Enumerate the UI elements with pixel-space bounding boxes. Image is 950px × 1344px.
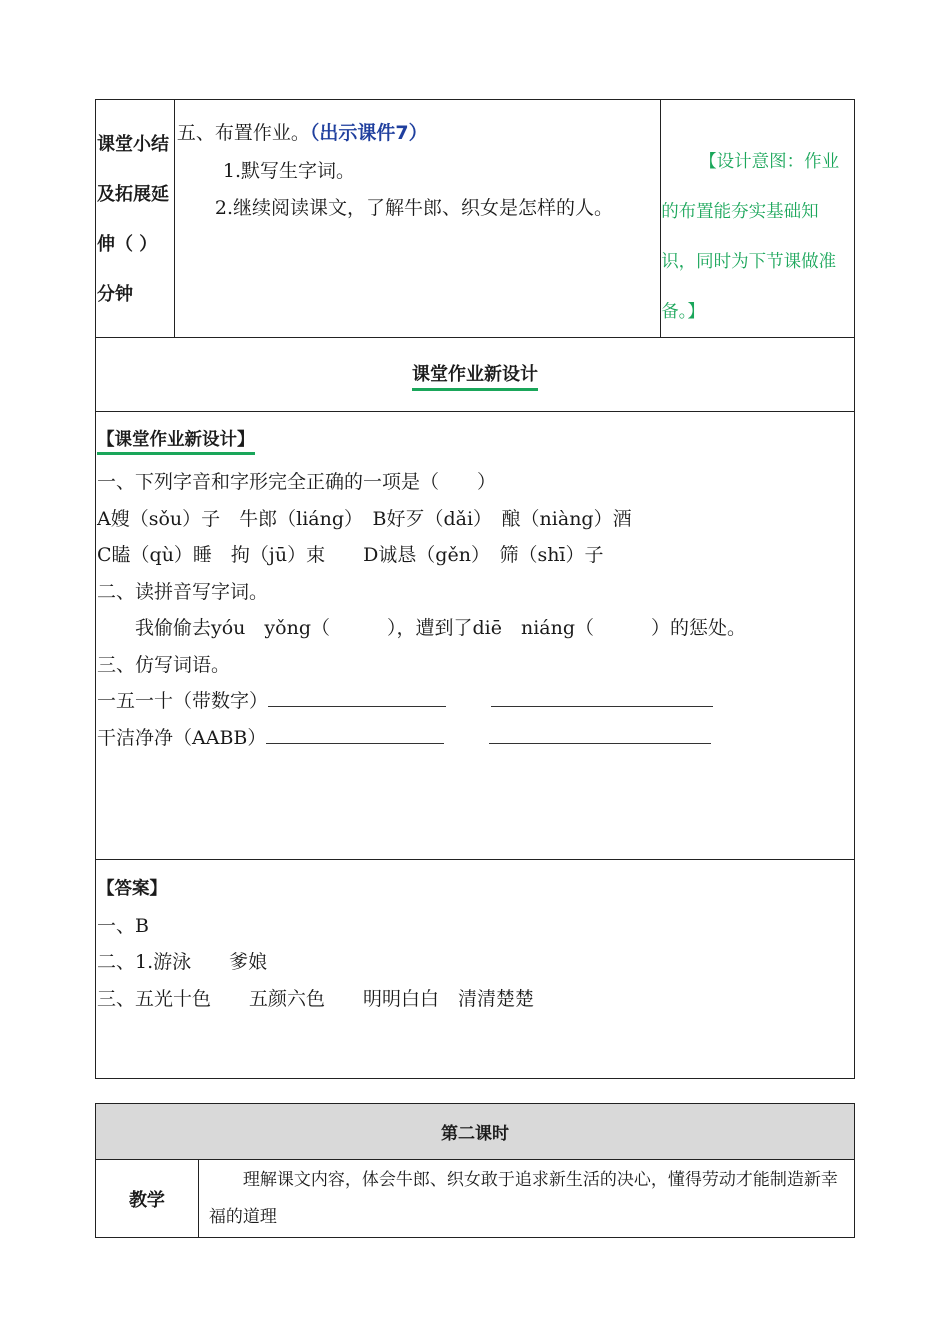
question-2-text: 我偷偷去yóu yǒng（ ），遭到了diē niáng（ ）的惩处。 <box>97 617 747 639</box>
teaching-goal: 理解课文内容，体会牛郎、织女敢于追求新生活的决心，懂得劳动才能制造新幸福的道理 <box>198 1160 854 1238</box>
answer-3: 三、五光十色 五颜六色 明明白白 清清楚楚 <box>97 987 535 1010</box>
stage-label <box>96 100 175 338</box>
answer-1: 一、B <box>97 914 149 937</box>
answer-blank <box>266 723 444 744</box>
question-2: 二、读拼音写字词。 <box>97 580 269 603</box>
teaching-label: 教学 <box>96 1160 199 1238</box>
question-1-options-cd: C瞌（qù）睡 拘（jū）束 D诚恳（gěn） 筛（shī）子 <box>97 544 604 566</box>
courseware-ref: （出示课件7） <box>309 122 428 144</box>
stage-label-line: 分钟 <box>97 284 133 305</box>
question-1: 一、下列字音和字形完全正确的一项是（ ） <box>97 471 497 493</box>
answer-blank <box>489 723 711 744</box>
stage-label-line: 课堂小结 <box>97 134 169 155</box>
answer-blank <box>268 686 446 707</box>
homework-section-title <box>96 338 855 412</box>
lesson-table <box>95 99 855 1079</box>
answer-section <box>96 860 855 1079</box>
answer-tag: 【答案】 <box>97 879 167 899</box>
answer-2: 二、1.游泳 爹娘 <box>97 951 268 973</box>
question-3-b <box>97 720 854 757</box>
question-3: 三、仿写词语。 <box>97 653 231 676</box>
question-1-options-ab: A嫂（sǒu）子 牛郎（liáng） B好歹（dǎi） 酿（niàng）酒 <box>97 507 632 530</box>
question-3-a <box>97 683 854 720</box>
intent-line: 的布置能夯实基础知 <box>661 202 819 222</box>
homework-title: 课堂作业新设计 <box>412 362 538 391</box>
lesson-2-table <box>95 1103 855 1238</box>
answer-blank <box>491 686 713 707</box>
stage-label-line: 伸（ ） <box>97 234 158 255</box>
design-intent <box>661 100 855 338</box>
stage-label-line: 及拓展延 <box>97 184 169 205</box>
intent-line: 【设计意图：作业 <box>699 152 840 172</box>
step-title: 五、布置作业。 <box>176 122 310 144</box>
step-item: 1.默写生字词。 <box>222 160 356 182</box>
question-3-b-prompt: 干洁净净（AABB） <box>97 726 267 749</box>
intent-line: 识，同时为下节课做准 <box>661 252 837 272</box>
intent-line: 备。】 <box>661 302 705 322</box>
question-3-a-prompt: 一五一十（带数字） <box>97 690 269 712</box>
lesson-2-title: 第二课时 <box>96 1104 855 1160</box>
homework-tag: 【课堂作业新设计】 <box>97 428 255 455</box>
homework-assignment <box>174 100 660 338</box>
step-item: 2.继续阅读课文，了解牛郎、织女是怎样的人。 <box>214 197 614 219</box>
homework-questions <box>96 412 855 860</box>
